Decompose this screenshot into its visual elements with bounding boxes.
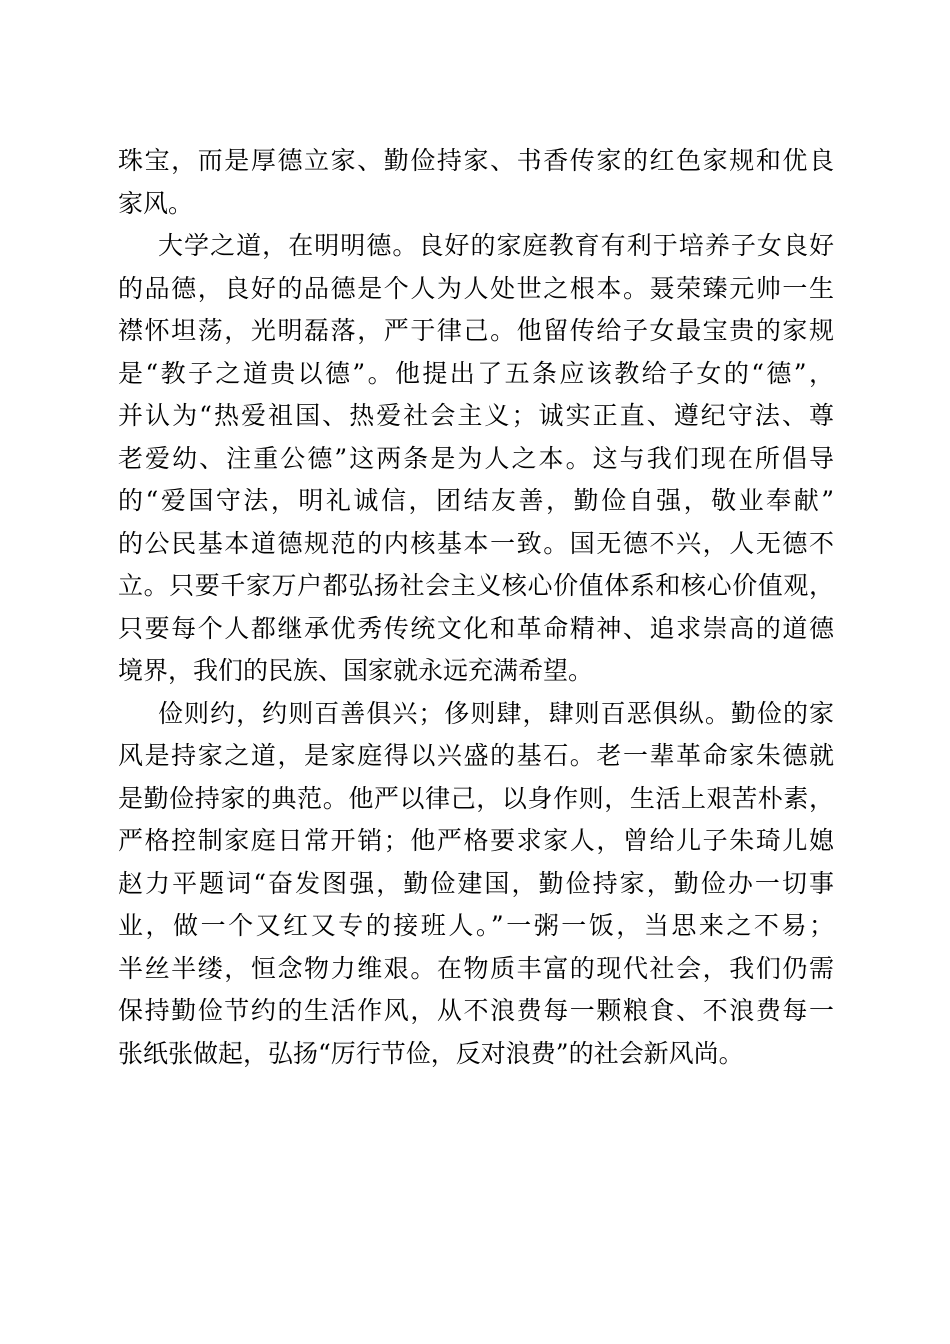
text-line: 是“教子之道贵以德”。他提出了五条应该教给子女的“德”，: [118, 358, 834, 388]
text-line: 俭则约，约则百善俱兴；侈则肆，肆则百恶俱纵。勤俭的家: [158, 698, 834, 728]
paragraph-3: [118, 693, 834, 1076]
text-line: 业，做一个又红又专的接班人。”一粥一饭，当思来之不易；: [118, 911, 834, 940]
text-line: 保持勤俭节约的生活作风，从不浪费每一颗粮食、不浪费每一: [118, 996, 834, 1025]
text-line: 是勤俭持家的典范。他严以律己，以身作则，生活上艰苦朴素，: [118, 783, 834, 813]
paragraph-2: [118, 225, 834, 693]
text-line: 家风。: [118, 188, 194, 218]
text-line: 的公民基本道德规范的内核基本一致。国无德不兴，人无德不: [118, 528, 834, 558]
text-line: 风是持家之道，是家庭得以兴盛的基石。老一辈革命家朱德就: [118, 741, 834, 770]
paragraph-1: [118, 140, 834, 225]
text-line: 襟怀坦荡，光明磊落，严于律己。他留传给子女最宝贵的家规: [118, 316, 834, 345]
text-line: 的品德，良好的品德是个人为人处世之根本。聂荣臻元帅一生: [118, 273, 834, 303]
text-line: 严格控制家庭日常开销；他严格要求家人，曾给儿子朱琦儿媳: [118, 826, 834, 855]
text-line: 珠宝，而是厚德立家、勤俭持家、书香传家的红色家规和优良: [118, 146, 834, 175]
text-line: 大学之道，在明明德。良好的家庭教育有利于培养子女良好: [158, 231, 834, 260]
text-line: 立。只要千家万户都弘扬社会主义核心价值体系和核心价值观，: [118, 571, 834, 600]
text-line: 半丝半缕，恒念物力维艰。在物质丰富的现代社会，我们仍需: [118, 953, 834, 983]
text-line: 只要每个人都继承优秀传统文化和革命精神、追求崇高的道德: [118, 613, 834, 643]
text-line: 赵力平题词“奋发图强，勤俭建国，勤俭持家，勤俭办一切事: [118, 868, 834, 898]
text-line: 境界，我们的民族、国家就永远充满希望。: [118, 656, 594, 685]
text-line: 的“爱国守法，明礼诚信，团结友善，勤俭自强，敬业奉献”: [118, 486, 834, 515]
body-text: [118, 140, 834, 1075]
text-line: 并认为“热爱祖国、热爱社会主义；诚实正直、遵纪守法、尊: [118, 401, 834, 430]
text-line: 张纸张做起，弘扬“厉行节俭，反对浪费”的社会新风尚。: [118, 1038, 744, 1068]
text-line: 老爱幼、注重公德”这两条是为人之本。这与我们现在所倡导: [118, 443, 834, 473]
